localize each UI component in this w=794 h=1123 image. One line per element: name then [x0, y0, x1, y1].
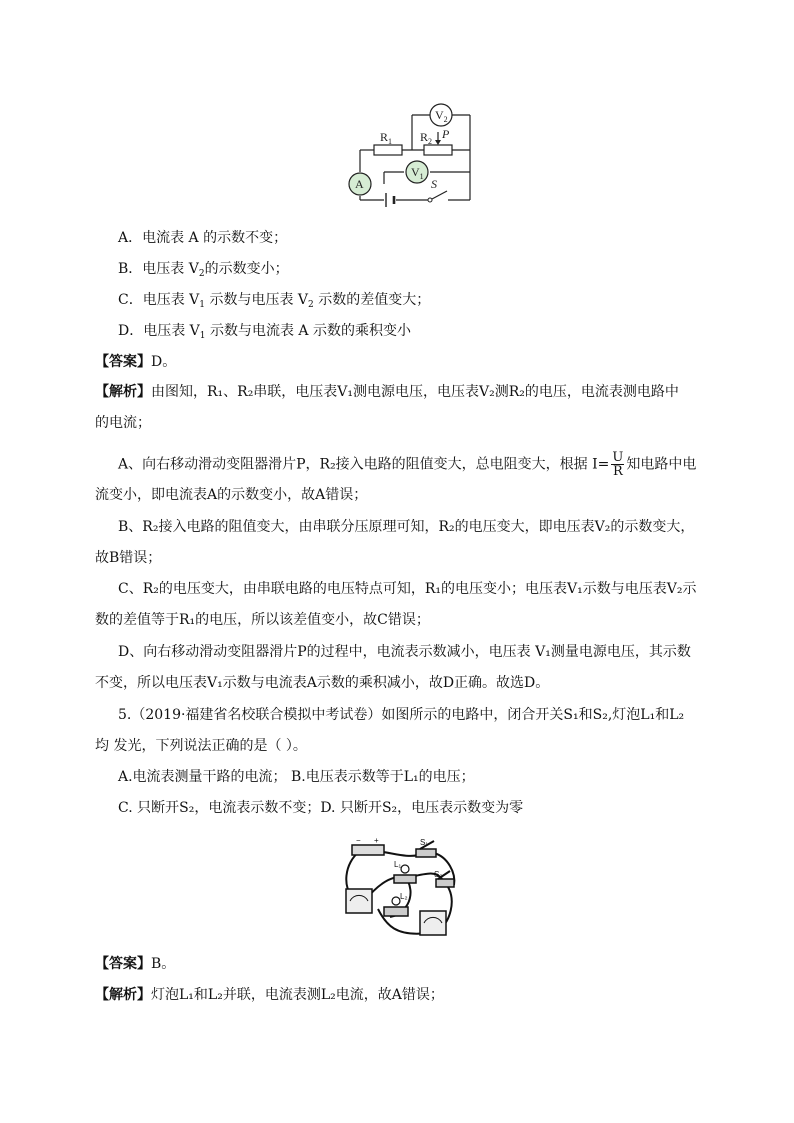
- switch-s1: [416, 849, 436, 857]
- analysis-2: 【解析】灯泡L₁和L₂并联，电流表测L₂电流，故A错误；: [95, 987, 444, 1003]
- fraction-u-over-r: $\frac{U}{R}$: [612, 450, 624, 479]
- option-b: B．电压表 $V_2$的示数变小；: [118, 261, 289, 279]
- resistor-r1: [374, 145, 402, 155]
- svg-text:P: P: [442, 127, 450, 141]
- analysis-1-para-c-line-2: 数的差值等于R₁的电压，所以该差值变小，故C错误；: [95, 612, 430, 628]
- question-5-line-2: 均 发光，下列说法正确的是（ ）。: [95, 738, 307, 754]
- ammeter: [346, 889, 372, 913]
- analysis-1-para-a-line-2: 流变小，即电流表A的示数变小，故A错误；: [95, 487, 368, 503]
- svg-text:R1: $R_1$: [380, 130, 393, 146]
- analysis-1-line-2: 的电流；: [95, 415, 151, 431]
- svg-text:S: S: [431, 177, 437, 191]
- question-5-options-cd: C. 只断开S₂，电流表示数不变；D. 只断开S₂，电压表示数变为零: [118, 800, 524, 816]
- analysis-1-para-b-line-2: 故B错误；: [95, 550, 162, 566]
- analysis-1-para-a-line-1: A、向右移动滑动变阻器滑片P，R₂接入电路的阻值变大，总电阻变大，根据 I= $\frac{U}{R}$ 知电路中电: [118, 450, 697, 479]
- battery-holder: [352, 845, 384, 855]
- switch-s: [432, 191, 447, 199]
- question-5-line-1: 5.（2019·福建省名校联合模拟中考试卷）如图所示的电路中，闭合开关S₁和S₂,灯泡L₁和L₂: [118, 707, 685, 723]
- analysis-1-para-b-line-1: B、R₂接入电路的阻值变大，由串联分压原理可知，R₂的电压变大，即电压表V₂的示数变大，: [118, 519, 695, 535]
- svg-text:A: A: [355, 177, 364, 191]
- svg-text:R2: $R_2$: [420, 130, 433, 146]
- svg-text:L₂: L₂: [400, 892, 408, 901]
- svg-text:−: −: [356, 836, 361, 845]
- analysis-1-para-c-line-1: C、R₂的电压变大，由串联电路的电压特点可知，R₁的电压变小；电压表V₁示数与电压表V₂示: [118, 581, 697, 597]
- lamp-l2: [384, 907, 408, 916]
- resistor-r2: [424, 145, 452, 155]
- svg-text:V2: $V_2$: [435, 108, 448, 124]
- option-d: D．电压表 $V_1$ 示数与电流表 A 示数的乘积变小: [118, 323, 411, 341]
- svg-text:S₁: S₁: [420, 838, 429, 847]
- circuit-diagram-1: [340, 100, 480, 212]
- answer-2: 【答案】B。: [95, 956, 176, 972]
- lamp-l1: [394, 875, 416, 883]
- voltmeter: [420, 911, 446, 935]
- circuit-photo-diagram-2: [338, 833, 462, 945]
- analysis-1-para-d-line-2: 不变，所以电压表V₁示数与电流表A示数的乘积减小，故D正确。故选D。: [95, 675, 550, 691]
- answer-1: 【答案】D。: [95, 354, 177, 370]
- option-c: C．电压表 $V_1$ 示数与电压表 $V_2$ 示数的差值变大；: [118, 292, 431, 310]
- option-a: A．电流表 A 的示数不变；: [118, 230, 288, 246]
- svg-text:V1: $V_1$: [411, 165, 424, 181]
- svg-text:S₂: S₂: [434, 870, 443, 879]
- question-5-options-ab: A.电流表测量干路的电流； B.电压表示数等于L₁的电压；: [118, 769, 475, 785]
- analysis-1-line-1: 【解析】由图知，R₁、R₂串联，电压表V₁测电源电压，电压表V₂测R₂的电压，电流表测电路中: [95, 384, 679, 400]
- switch-s2: [436, 879, 454, 887]
- analysis-1-para-d-line-1: D、向右移动滑动变阻器滑片P的过程中，电流表示数减小，电压表 V₁测量电源电压，其示数: [118, 644, 691, 660]
- svg-text:+: +: [374, 836, 379, 845]
- svg-text:L₁: L₁: [394, 860, 402, 869]
